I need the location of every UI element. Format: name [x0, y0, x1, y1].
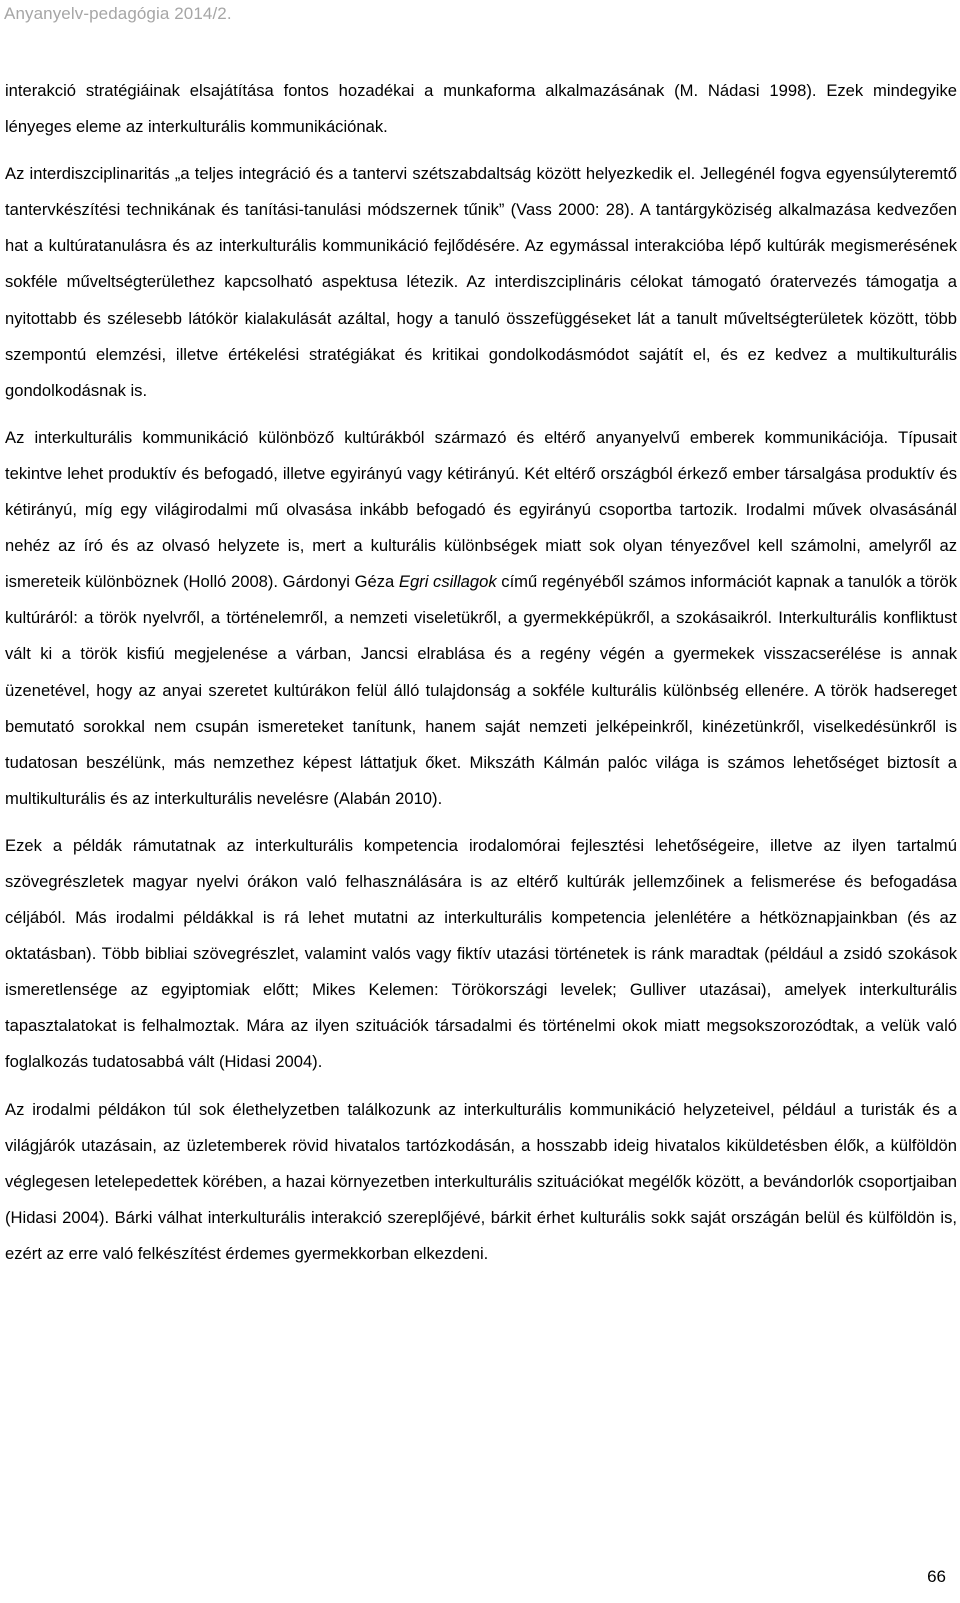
text-segment: Az interkulturális kommunikáció különböző kultúrákból származó és eltérő anyanyelvű emberek kommunikációja. Típusait tekintve lehet produktív és befogadó, illetve egyirányú vagy kétirányú. Két eltérő országból érkező ember társalgása produktív és kétirányú, míg egy világirodalmi mű olvasása inkább befogadó és egyirányú csoportba tartozik. Irodalmi művek olvasásánál nehéz az író és az olvasó helyzete is, mert a kulturális különbségek miatt sok olyan tényezővel kell számolni, amelyről az ismereteik különböznek (Holló 2008). Gárdonyi Géza — [5, 427, 957, 592]
text-segment: Az irodalmi példákon túl sok élethelyzetben találkozunk az interkulturális kommunikáció helyzeteivel, például a turisták és a világjárók utazásain, az üzletemberek rövid hivatalos tartózkodásán, a hosszabb ideig hivatalos kiküldetésben élők, a külföldön véglegesen letelepedettek körében, a hazai környezetben interkulturális szituációkat megélők között, a bevándorlók csoportjaiban (Hidasi 2004). Bárki válhat interkulturális interakció szereplőjévé, bárkit érhet kulturális sokk saját országán belül és külföldön is, ezért az erre való felkészítést érdemes gyermekkorban elkezdeni. — [5, 1099, 957, 1263]
paragraph — [5, 1092, 957, 1272]
page-number: 66 — [927, 1567, 946, 1586]
paragraph — [5, 828, 957, 1081]
text-segment: Ezek a példák rámutatnak az interkulturális kompetencia irodalomórai fejlesztési lehetőségeire, illetve az ilyen tartalmú szövegrészletek magyar nyelvi órákon való felhasználására is az eltérő kultúrák jellemzőinek a felismerése és befogadása céljából. Más irodalmi példákkal is rá lehet mutatni az interkulturális kompetencia jelenlétére a hétköznapjainkban (és az oktatásban). Több bibliai szövegrészlet, valamint valós vagy fiktív utazási történetek is ránk maradtak (például a zsidó szokások ismeretlensége az egyiptomiak előtt; Mikes Kelemen: Törökországi levelek; Gulliver utazásai), amelyek interkulturális tapasztalatokat is felhalmoztak. Mára az ilyen szituációk társadalmi és történelmi okok miatt megsokszorozódtak, a velük való foglalkozás tudatosabbá vált (Hidasi 2004). — [5, 835, 957, 1072]
text-segment: című regényéből számos információt kapnak a tanulók a török kultúráról: a török nyelvről, a történelemről, a nemzeti viseletükről, a gyermekképükről, a szokásaikról. Interkulturális konfliktust vált ki a török kisfiú megjelenése a várban, Jancsi elrablása és a regény végén a gyermekek visszacserélése is annak üzenetével, hogy az anyai szeretet kultúrákon felül álló tulajdonság a sokféle kulturális különbség ellenére. A török hadsereget bemutató sorokkal nem csupán ismereteket tanítunk, hanem saját nemzeti jelképeinkről, kinézetünkről, viselkedésünkről is tudatosan beszélünk, más nemzethez képest láttatjuk őket. Mikszáth Kálmán palóc világa is számos lehetőséget biztosít a multikulturális és az interkulturális nevelésre (Alabán 2010). — [5, 572, 957, 808]
running-header: Anyanyelv-pedagógia 2014/2. — [4, 4, 232, 23]
text-segment: interakció stratégiáinak elsajátítása fontos hozadékai a munkaforma alkalmazásának (M. Nádasi 1998). Ezek mindegyike lényeges eleme az interkulturális kommunikációnak. — [5, 81, 957, 137]
text-segment: Az interdiszciplinaritás „a teljes integráció és a tantervi szétszabdaltság között helyezkedik el. Jellegénél fogva egyensúlyteremtő tantervkészítési technikának és tanítási-tanulási módszernek tűnik” (Vass 2000: 28). A tantárgyköziség alkalmazása kedvezően hat a kultúratanulásra és az interkulturális kommunikáció fejlődésére. Az egymással interakcióba lépő kultúrák megismerésének sokféle műveltségterülethez kapcsolható aspektusa létezik. Az interdiszciplináris célokat támogató óratervezés támogatja a nyitottabb és szélesebb látókör kialakulását azáltal, hogy a tanuló összefüggéseket lát a tanult műveltségterületek között, több szempontú elemzési, illetve értékelési stratégiákat és kritikai gondolkodásmódot sajátít el, és ez kedvez a multikulturális gondolkodásnak is. — [5, 164, 957, 400]
paragraph — [5, 156, 957, 409]
paragraph — [5, 420, 957, 817]
book-title: Egri csillagok — [398, 572, 497, 592]
paragraph — [5, 73, 957, 145]
article-body — [5, 73, 957, 1272]
